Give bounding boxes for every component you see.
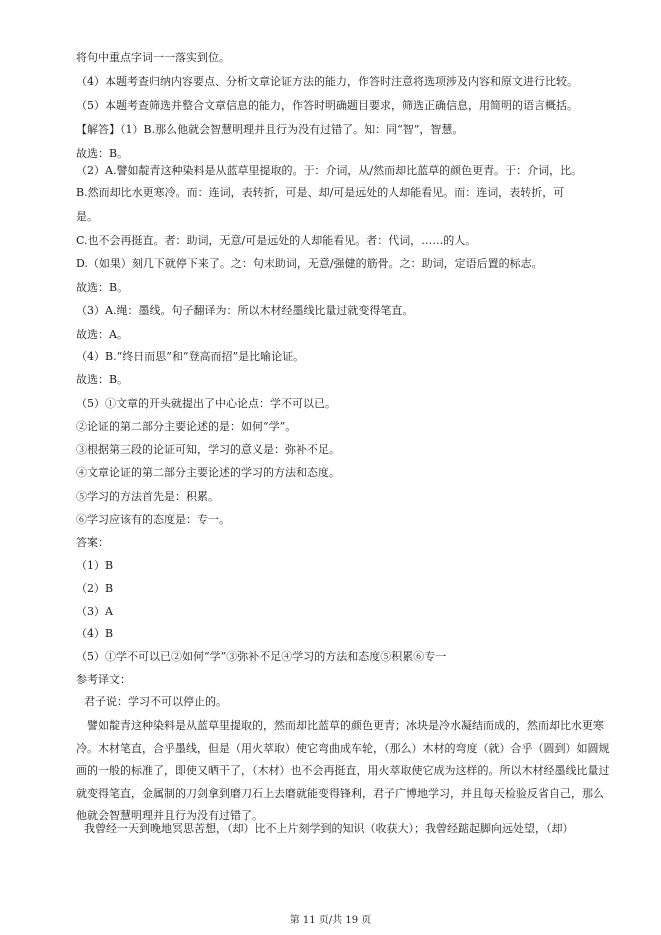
translation-paragraph: 我曾经一天到晚地冥思苦想，（却）比不上片刻学到的知识（收获大）；我曾经踮起脚向远处望，（却）: [84, 822, 574, 835]
text-line: C.也不会再挺直。者：助词，无意/可是远处的人却能看见。者：代词，……的人。: [76, 234, 477, 247]
answer-item: （3）A: [76, 605, 113, 618]
translation-line: 君子说：学习不可以停止的。: [84, 695, 227, 708]
text-line: （5）①文章的开头就提出了中心论点：学不可以已。: [76, 397, 336, 410]
text-line: ⑥学习应该有的态度是：专一。: [76, 513, 230, 526]
answer-item: （5）①学不可以已②如何“学”③弥补不足④学习的方法和态度⑤积累⑥专一: [76, 650, 447, 663]
page-number: 第 11 页/共 19 页: [289, 915, 372, 926]
text-line: 故选：B。: [76, 281, 129, 294]
text-line: （4）本题考查归纳内容要点、分析文章论证方法的能力，作答时注意将选项涉及内容和原文进行比较。: [76, 75, 578, 88]
text-line: ⑤学习的方法首先是：积累。: [76, 490, 219, 503]
answer-item: （2）B: [76, 582, 114, 595]
text-line: 故选：A。: [76, 328, 128, 341]
translation-label: 参考译文：: [76, 673, 131, 686]
text-line: ②论证的第二部分主要论述的是：如何“学”。: [76, 420, 297, 433]
text-line: 故选：B。: [76, 147, 129, 160]
answer-heading-line: 【解答】（1）B.那么他就会智慧明理并且行为没有过错了。知：同“智”，智慧。: [76, 123, 464, 136]
translation-paragraph: 譬如靛青这种染料是从蓝草里提取的，然而却比蓝草的颜色更青；冰块是冷水凝结而成的，然而却比水更寒冷。木材笔直，合乎墨线，但是（用火萃取）使它弯曲成车轮，（那么）木材的弯度（就）合乎（圆到）如圆规画的一般的标准了，即使又晒干了，（木材）也不会再挺直，用火萃取使它成为这样的。所以木材经墨线比量过就变得笔直，金属制的刀剑拿到磨刀石上去磨就能变得锋利，君子广博地学习，并且每天检验反省自己，那么他就会智慧明理并且行为没有过错了。: [76, 719, 610, 822]
text-line: （4）B.“终日而思”和“登高而招”是比喻论证。: [76, 350, 305, 363]
text-line: （5）本题考查筛选并整合文章信息的能力，作答时明确题目要求，筛选正确信息，用简明的语言概括。: [76, 99, 578, 112]
answer-item: （1）B: [76, 559, 114, 572]
text-line: （2）A.譬如靛青这种染料是从蓝草里提取的。于：介词，从/然而却比蓝草的颜色更青。于：介词，比。: [76, 164, 583, 177]
answers-label: 答案：: [76, 536, 109, 549]
answer-item: （4）B: [76, 627, 114, 640]
text-line: ③根据第三段的论证可知，学习的意义是：弥补不足。: [76, 443, 340, 456]
text-line: B.然而却比水更寒冷。而：连词，表转折，可是、却/可是远处的人却能看见。而：连词，表转折，可: [76, 186, 565, 199]
text-line: 是。: [76, 210, 98, 223]
text-line: （3）A.绳：墨线。句子翻译为：所以木材经墨线比量过就变得笔直。: [76, 304, 414, 317]
text-line: ④文章论证的第二部分主要论述的学习的方法和态度。: [76, 466, 340, 479]
text-line: 将句中重点字词一一落实到位。: [76, 51, 230, 64]
text-line: 故选：B。: [76, 373, 129, 386]
text-line: D.（如果）刻几下就停下来了。之：句末助词，无意/强健的筋骨。之：助词，定语后置的标志。: [76, 257, 543, 270]
